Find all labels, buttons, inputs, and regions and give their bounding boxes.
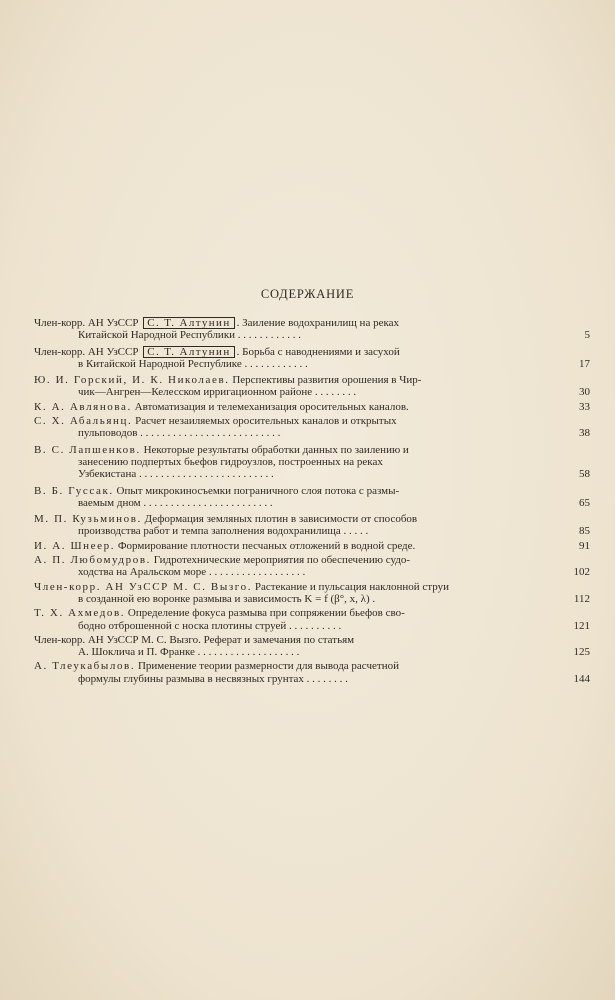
entry-title-cont: пульповодов . . . . . . . . . . . . . . . . . . . . . . . . . .: [78, 427, 281, 440]
toc-entry: [34, 415, 590, 440]
entry-author: А. П. Любомудров.: [34, 554, 151, 567]
entry-title-cont: ваемым дном . . . . . . . . . . . . . . . . . . . . . . . .: [78, 496, 273, 509]
page-number: 30: [579, 386, 590, 399]
table-of-contents: [34, 317, 590, 685]
author-prefix: Член-корр. АН УзССР: [34, 317, 142, 329]
toc-entry: [34, 539, 590, 552]
entry-title: . Заиление водохранилищ на реках: [236, 317, 400, 329]
page-number: 112: [573, 592, 590, 605]
entry-author: В. С. Лапшенков.: [34, 443, 141, 456]
toc-entry: [34, 633, 590, 659]
boxed-author-name: С. Т. Алтунин: [143, 317, 234, 329]
page-number: 144: [573, 672, 590, 685]
toc-entry: [34, 374, 590, 399]
entry-title: Определение фокуса размыва при сопряжении бьефов сво-: [125, 607, 405, 620]
page-number: 85: [579, 525, 590, 538]
entry-title: Гидротехнические мероприятия по обеспечению судо-: [150, 554, 411, 567]
entry-title: . Борьба с наводнениями и засухой: [236, 345, 400, 358]
toc-entry: [34, 400, 590, 413]
toc-entry: [34, 580, 590, 606]
entry-title-cont: в созданной ею воронке размыва и зависимость K = f (β°, x, λ) .: [78, 592, 376, 605]
entry-author: М. П. Кузьминов.: [34, 513, 142, 526]
toc-entry: [34, 660, 590, 685]
entry-title-cont: Китайской Народной Республики . . . . . . . . . . . .: [78, 329, 302, 342]
entry-author: В. Б. Гуссак.: [34, 484, 114, 497]
entry-title-cont: ходства на Аральском море . . . . . . . . . . . . . . . . . .: [78, 566, 306, 579]
entry-title-cont: А. Шоклича и П. Франке . . . . . . . . . . . . . . . . . . .: [78, 646, 300, 659]
entry-title: Некоторые результаты обработки данных по заилению и: [140, 443, 409, 456]
entry-title-cont: в Китайской Народной Республике . . . . . . . . . . . .: [78, 357, 308, 370]
entry-title: Перспективы развития орошения в Чир-: [229, 374, 422, 387]
toc-entry: [34, 317, 590, 342]
entry-author: К. А. Авлянова.: [34, 400, 132, 413]
entry-title-cont: формулы глубины размыва в несвязных грунтах . . . . . . . .: [78, 672, 348, 685]
page-number: 33: [579, 400, 590, 413]
entry-author: С. Х. Абальянц.: [34, 415, 133, 428]
author-prefix: Член-корр. АН УзССР: [34, 345, 142, 358]
entry-title-cont: бодно отброшенной с носка плотины струей . . . . . . . . . .: [78, 619, 342, 632]
page-number: 58: [579, 468, 590, 481]
toc-entry: [34, 484, 590, 510]
page-number: 102: [573, 566, 590, 579]
toc-entry: [34, 443, 590, 481]
author-prefix: Член-корр. АН УзССР М. С. Вызго.: [34, 580, 253, 593]
page-number: 65: [579, 496, 590, 509]
entry-title: Применение теории размерности для вывода расчетной: [135, 660, 399, 673]
entry-title: Расчет незаиляемых оросительных каналов и открытых: [132, 415, 397, 428]
entry-author: Ю. И. Горский, И. К. Николаев.: [34, 374, 230, 387]
entry-title: Растекание и пульсация наклонной струи: [252, 580, 449, 593]
page-number: 125: [573, 646, 590, 659]
page-number: 91: [579, 539, 590, 552]
entry-title: Деформация земляных плотин в зависимости от способов: [141, 513, 418, 526]
author-prefix: Член-корр. АН УзССР М. С. Вызго.: [34, 633, 201, 646]
boxed-author-name: С. Т. Алтунин: [143, 346, 234, 358]
contents-heading: СОДЕРЖАНИЕ: [260, 287, 355, 301]
entry-author: И. А. Шнеер.: [34, 539, 116, 552]
toc-entry: [34, 513, 590, 538]
entry-title-cont: занесению подпертых бьефов гидроузлов, построенных на реках: [78, 455, 383, 468]
page-number: 38: [579, 427, 590, 440]
entry-title: Опыт микрокиносъемки пограничного слоя потока с размы-: [113, 484, 400, 497]
page-number: 121: [573, 619, 590, 632]
entry-title: Автоматизация и телемеханизация оросительных каналов.: [131, 400, 409, 413]
entry-title-cont: производства работ и темпа заполнения водохранилища . . . . .: [78, 525, 369, 538]
entry-title-cont: чик—Ангрен—Келесском ирригационном районе . . . . . . . .: [78, 386, 357, 399]
entry-author: А. Тлеукабылов.: [34, 660, 136, 673]
toc-entry: [34, 554, 590, 579]
entry-title: Формирование плотности песчаных отложений в водной среде.: [115, 539, 416, 552]
entry-title-cont: Узбекистана . . . . . . . . . . . . . . . . . . . . . . . . .: [78, 468, 274, 481]
toc-entry: [34, 345, 590, 371]
page-number: 5: [584, 329, 590, 342]
entry-title: Реферат и замечания по статьям: [200, 633, 355, 646]
toc-entry: [34, 607, 590, 632]
page-number: 17: [579, 357, 590, 370]
entry-author: Т. Х. Ахмедов.: [34, 607, 126, 620]
